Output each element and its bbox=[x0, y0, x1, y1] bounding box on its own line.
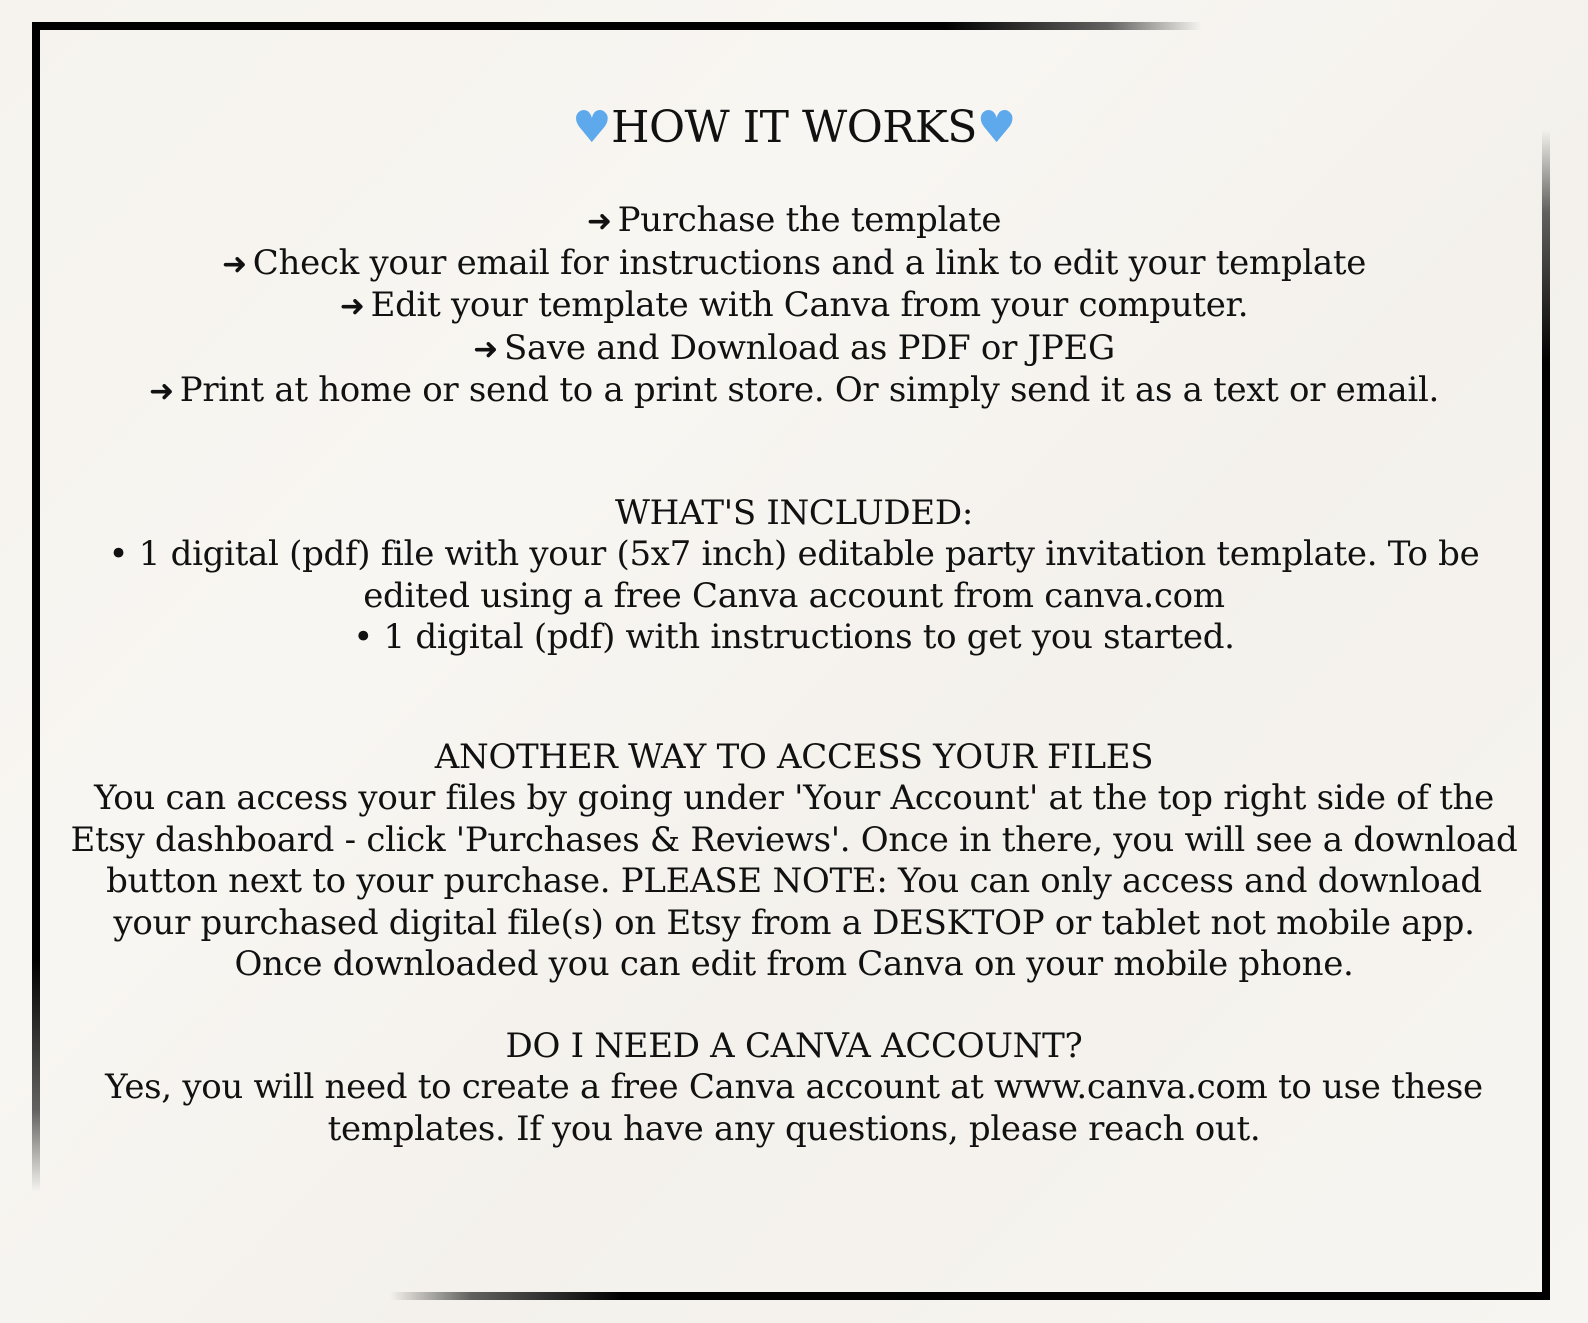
access-line: button next to your purchase. PLEASE NOTE: You can only access and download bbox=[106, 861, 1482, 901]
arrow-right-icon: ➜ bbox=[586, 204, 612, 239]
whats-included-section bbox=[60, 493, 1528, 659]
step-item: ➜ Save and Download as PDF or JPEG bbox=[473, 327, 1115, 368]
included-line: edited using a free Canva account from canva.com bbox=[363, 575, 1225, 616]
canva-line: Yes, you will need to create a free Canva account at www.canva.com to use these bbox=[105, 1067, 1483, 1107]
whats-included-title: WHAT'S INCLUDED: bbox=[615, 492, 973, 533]
access-line: You can access your files by going under 'Your Account' at the top right side of the bbox=[94, 778, 1494, 818]
step-item: ➜ Check your email for instructions and a link to edit your template bbox=[221, 242, 1367, 283]
arrow-right-icon: ➜ bbox=[473, 331, 498, 367]
how-it-works-heading bbox=[60, 100, 1528, 156]
blue-heart-icon: ♥ bbox=[976, 102, 1016, 153]
access-line: Etsy dashboard - click 'Purchases & Reviews'. Once in there, you will see a download bbox=[70, 819, 1518, 860]
step-item: ➜ Edit your template with Canva from your computer. bbox=[339, 285, 1249, 325]
frame-left-border bbox=[32, 22, 40, 1192]
access-line: your purchased digital file(s) on Etsy from a DESKTOP or tablet not mobile app. bbox=[113, 902, 1475, 943]
access-files-section bbox=[60, 737, 1528, 986]
step-item: ➜ Purchase the template bbox=[586, 200, 1002, 240]
canva-account-title: DO I NEED A CANVA ACCOUNT? bbox=[505, 1025, 1083, 1066]
step-item: ➜ Print at home or send to a print store. Or simply send it as a text or email. bbox=[148, 370, 1440, 410]
frame-right-border bbox=[1542, 130, 1550, 1300]
blue-heart-icon: ♥ bbox=[572, 102, 612, 153]
frame-bottom-border bbox=[390, 1292, 1550, 1300]
info-content bbox=[60, 100, 1528, 1150]
frame-top-border bbox=[32, 22, 1202, 30]
included-line: • 1 digital (pdf) file with your (5x7 inch) editable party invitation template. To be bbox=[108, 534, 1480, 574]
included-line: • 1 digital (pdf) with instructions to get you started. bbox=[353, 617, 1235, 657]
access-line: Once downloaded you can edit from Canva on your mobile phone. bbox=[234, 944, 1354, 984]
canva-account-section bbox=[60, 1026, 1528, 1151]
arrow-right-icon: ➜ bbox=[339, 289, 365, 324]
canva-line: templates. If you have any questions, please reach out. bbox=[327, 1108, 1261, 1149]
arrow-right-icon: ➜ bbox=[221, 246, 247, 282]
access-files-title: ANOTHER WAY TO ACCESS YOUR FILES bbox=[434, 736, 1154, 777]
steps-list bbox=[60, 200, 1528, 413]
heading-text: HOW IT WORKS bbox=[611, 102, 977, 153]
arrow-right-icon: ➜ bbox=[148, 374, 174, 409]
